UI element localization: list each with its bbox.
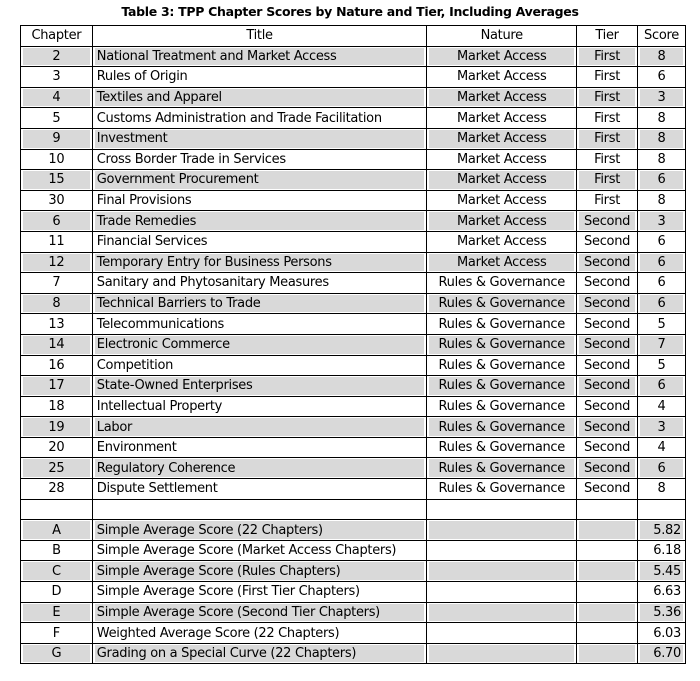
table-caption: Table 3: TPP Chapter Scores by Nature and Tier, Including Averages [121, 4, 579, 19]
tier-cell: Second [577, 211, 638, 232]
chapter-cell: 30 [21, 190, 93, 211]
score-cell: 6 [638, 67, 686, 88]
score-cell: 7 [638, 334, 686, 355]
score-cell: 6 [638, 273, 686, 294]
tier-cell: Second [577, 376, 638, 397]
score-cell: 6 [638, 231, 686, 252]
empty-cell [577, 499, 638, 520]
empty-cell [427, 643, 577, 664]
nature-cell: Market Access [427, 231, 577, 252]
empty-cell [427, 520, 577, 541]
title-cell: Competition [92, 355, 427, 376]
empty-cell [427, 602, 577, 623]
header-nature: Nature [427, 26, 577, 47]
nature-cell: Rules & Governance [427, 376, 577, 397]
empty-cell [427, 499, 577, 520]
table-row [21, 149, 686, 170]
chapter-cell: 5 [21, 108, 93, 129]
table-row [21, 46, 686, 67]
score-cell: 6 [638, 458, 686, 479]
table-row [21, 87, 686, 108]
average-title-cell: Simple Average Score (Market Access Chapters) [92, 540, 427, 561]
tier-cell: First [577, 149, 638, 170]
table-row [21, 355, 686, 376]
average-title-cell: Simple Average Score (Rules Chapters) [92, 561, 427, 582]
empty-cell [427, 540, 577, 561]
chapter-cell: 3 [21, 67, 93, 88]
empty-cell [577, 643, 638, 664]
title-cell: Temporary Entry for Business Persons [92, 252, 427, 273]
title-cell: Dispute Settlement [92, 479, 427, 500]
table-row [21, 479, 686, 500]
tier-cell: Second [577, 314, 638, 335]
score-cell: 8 [638, 46, 686, 67]
title-cell: State-Owned Enterprises [92, 376, 427, 397]
nature-cell: Market Access [427, 190, 577, 211]
header-chapter: Chapter [21, 26, 93, 47]
score-cell: 8 [638, 479, 686, 500]
average-score-cell: 6.70 [638, 643, 686, 664]
empty-cell [577, 561, 638, 582]
table-row [21, 458, 686, 479]
chapter-cell: 20 [21, 437, 93, 458]
chapter-cell: 8 [21, 293, 93, 314]
tier-cell: First [577, 170, 638, 191]
header-row [21, 26, 686, 47]
chapter-cell: 25 [21, 458, 93, 479]
title-cell: Financial Services [92, 231, 427, 252]
average-label-cell: A [21, 520, 93, 541]
average-score-cell: 5.82 [638, 520, 686, 541]
tier-cell: Second [577, 437, 638, 458]
average-label-cell: G [21, 643, 93, 664]
empty-cell [577, 540, 638, 561]
tier-cell: Second [577, 458, 638, 479]
chapter-cell: 18 [21, 396, 93, 417]
score-cell: 4 [638, 437, 686, 458]
chapter-cell: 12 [21, 252, 93, 273]
tier-cell: First [577, 108, 638, 129]
nature-cell: Market Access [427, 108, 577, 129]
spacer-row [21, 499, 686, 520]
chapter-cell: 14 [21, 334, 93, 355]
average-score-cell: 6.18 [638, 540, 686, 561]
table-row [21, 314, 686, 335]
title-cell: Government Procurement [92, 170, 427, 191]
chapter-scores-table [20, 25, 686, 664]
score-cell: 8 [638, 108, 686, 129]
chapter-cell: 13 [21, 314, 93, 335]
average-title-cell: Simple Average Score (First Tier Chapters) [92, 582, 427, 603]
chapter-cell: 17 [21, 376, 93, 397]
title-cell: National Treatment and Market Access [92, 46, 427, 67]
title-cell: Investment [92, 128, 427, 149]
average-score-cell: 6.03 [638, 623, 686, 644]
nature-cell: Rules & Governance [427, 479, 577, 500]
score-cell: 3 [638, 211, 686, 232]
title-cell: Labor [92, 417, 427, 438]
empty-cell [427, 582, 577, 603]
average-row [21, 540, 686, 561]
title-cell: Telecommunications [92, 314, 427, 335]
score-cell: 6 [638, 170, 686, 191]
average-score-cell: 5.45 [638, 561, 686, 582]
nature-cell: Rules & Governance [427, 293, 577, 314]
empty-cell [577, 623, 638, 644]
chapter-cell: 7 [21, 273, 93, 294]
nature-cell: Rules & Governance [427, 314, 577, 335]
tier-cell: Second [577, 355, 638, 376]
average-row [21, 643, 686, 664]
nature-cell: Rules & Governance [427, 334, 577, 355]
title-cell: Electronic Commerce [92, 334, 427, 355]
table-row [21, 108, 686, 129]
average-score-cell: 6.63 [638, 582, 686, 603]
nature-cell: Rules & Governance [427, 273, 577, 294]
table-row [21, 211, 686, 232]
tier-cell: First [577, 128, 638, 149]
chapter-cell: 11 [21, 231, 93, 252]
header-tier: Tier [577, 26, 638, 47]
nature-cell: Market Access [427, 128, 577, 149]
tier-cell: Second [577, 231, 638, 252]
chapter-cell: 15 [21, 170, 93, 191]
chapter-cell: 19 [21, 417, 93, 438]
tier-cell: Second [577, 252, 638, 273]
table-row [21, 376, 686, 397]
nature-cell: Market Access [427, 170, 577, 191]
score-cell: 8 [638, 190, 686, 211]
nature-cell: Rules & Governance [427, 458, 577, 479]
empty-cell [577, 602, 638, 623]
nature-cell: Rules & Governance [427, 417, 577, 438]
header-title: Title [92, 26, 427, 47]
empty-cell [427, 623, 577, 644]
table-row [21, 293, 686, 314]
chapter-cell: 16 [21, 355, 93, 376]
table-row [21, 170, 686, 191]
nature-cell: Market Access [427, 252, 577, 273]
empty-cell [577, 520, 638, 541]
title-cell: Trade Remedies [92, 211, 427, 232]
average-row [21, 602, 686, 623]
average-title-cell: Grading on a Special Curve (22 Chapters) [92, 643, 427, 664]
title-cell: Intellectual Property [92, 396, 427, 417]
nature-cell: Rules & Governance [427, 355, 577, 376]
table-row [21, 273, 686, 294]
average-label-cell: D [21, 582, 93, 603]
title-cell: Regulatory Coherence [92, 458, 427, 479]
tier-cell: First [577, 46, 638, 67]
table-row [21, 334, 686, 355]
title-cell: Environment [92, 437, 427, 458]
tier-cell: First [577, 67, 638, 88]
average-row [21, 582, 686, 603]
tier-cell: Second [577, 479, 638, 500]
nature-cell: Market Access [427, 46, 577, 67]
average-row [21, 520, 686, 541]
table-row [21, 190, 686, 211]
empty-cell [92, 499, 427, 520]
tier-cell: First [577, 87, 638, 108]
average-label-cell: E [21, 602, 93, 623]
average-label-cell: F [21, 623, 93, 644]
chapter-cell: 4 [21, 87, 93, 108]
score-cell: 4 [638, 396, 686, 417]
tier-cell: Second [577, 334, 638, 355]
table-row [21, 128, 686, 149]
average-title-cell: Weighted Average Score (22 Chapters) [92, 623, 427, 644]
score-cell: 6 [638, 376, 686, 397]
tier-cell: Second [577, 273, 638, 294]
empty-cell [577, 582, 638, 603]
score-cell: 5 [638, 355, 686, 376]
tier-cell: Second [577, 293, 638, 314]
score-cell: 3 [638, 417, 686, 438]
average-label-cell: C [21, 561, 93, 582]
score-cell: 8 [638, 149, 686, 170]
title-cell: Rules of Origin [92, 67, 427, 88]
average-row [21, 623, 686, 644]
table-row [21, 231, 686, 252]
tier-cell: Second [577, 396, 638, 417]
score-cell: 6 [638, 293, 686, 314]
nature-cell: Market Access [427, 211, 577, 232]
score-cell: 5 [638, 314, 686, 335]
average-title-cell: Simple Average Score (Second Tier Chapters) [92, 602, 427, 623]
empty-cell [427, 561, 577, 582]
title-cell: Cross Border Trade in Services [92, 149, 427, 170]
header-score: Score [638, 26, 686, 47]
score-cell: 6 [638, 252, 686, 273]
title-cell: Final Provisions [92, 190, 427, 211]
nature-cell: Market Access [427, 87, 577, 108]
average-row [21, 561, 686, 582]
score-cell: 8 [638, 128, 686, 149]
tier-cell: Second [577, 417, 638, 438]
empty-cell [21, 499, 93, 520]
chapter-cell: 2 [21, 46, 93, 67]
table-row [21, 417, 686, 438]
chapter-cell: 10 [21, 149, 93, 170]
table-row [21, 252, 686, 273]
nature-cell: Market Access [427, 149, 577, 170]
title-cell: Textiles and Apparel [92, 87, 427, 108]
title-cell: Customs Administration and Trade Facilitation [92, 108, 427, 129]
empty-cell [638, 499, 686, 520]
table-row [21, 67, 686, 88]
chapter-cell: 6 [21, 211, 93, 232]
title-cell: Sanitary and Phytosanitary Measures [92, 273, 427, 294]
table-row [21, 396, 686, 417]
average-score-cell: 5.36 [638, 602, 686, 623]
score-cell: 3 [638, 87, 686, 108]
average-label-cell: B [21, 540, 93, 561]
title-cell: Technical Barriers to Trade [92, 293, 427, 314]
nature-cell: Market Access [427, 67, 577, 88]
nature-cell: Rules & Governance [427, 396, 577, 417]
chapter-cell: 28 [21, 479, 93, 500]
table-row [21, 437, 686, 458]
nature-cell: Rules & Governance [427, 437, 577, 458]
average-title-cell: Simple Average Score (22 Chapters) [92, 520, 427, 541]
tier-cell: First [577, 190, 638, 211]
chapter-cell: 9 [21, 128, 93, 149]
